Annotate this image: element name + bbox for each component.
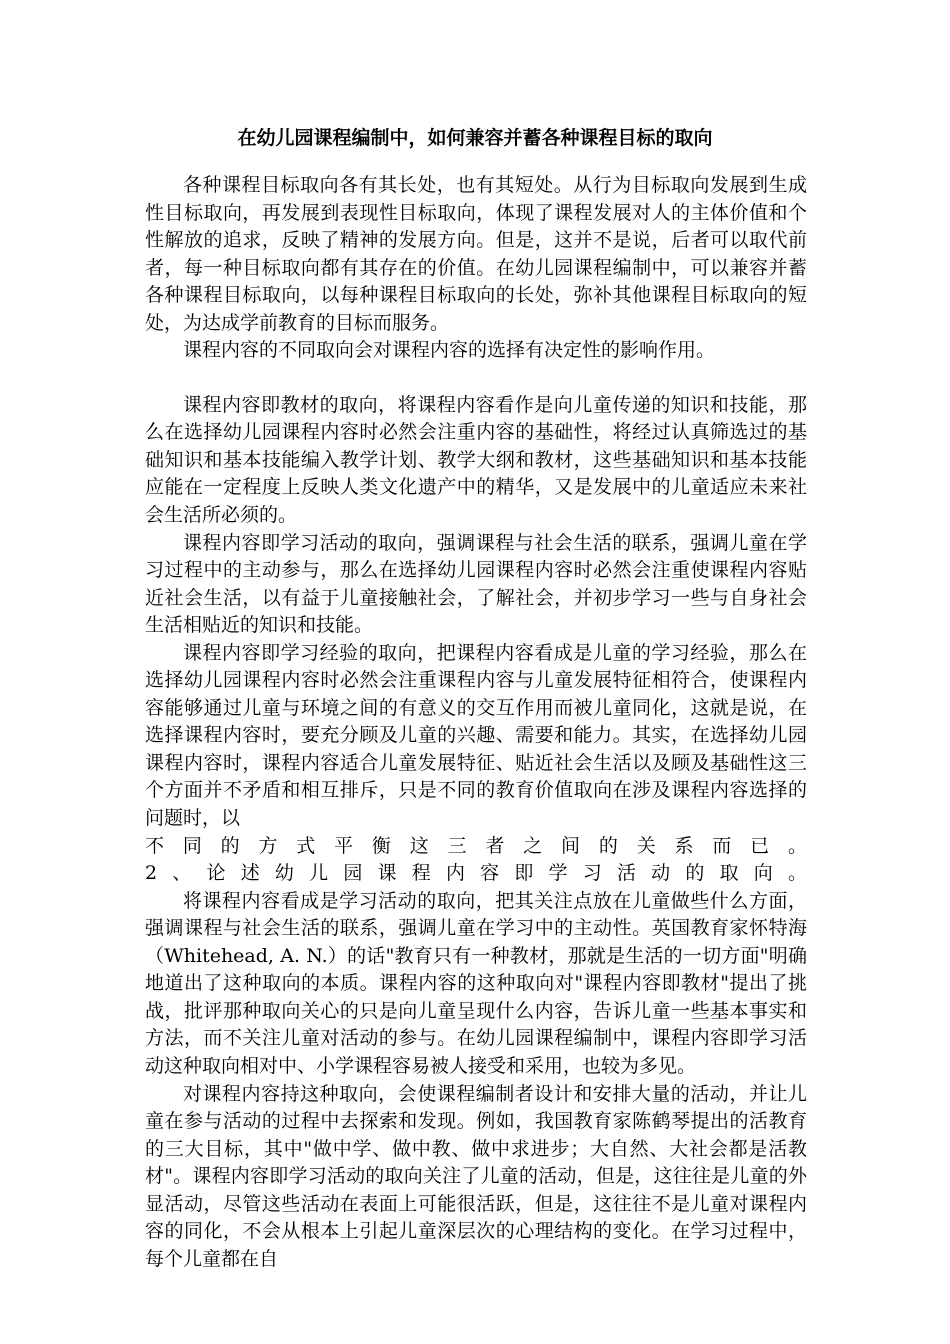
- paragraph-4: 课程内容即学习活动的取向，强调课程与社会生活的联系，强调儿童在学习过程中的主动参与，那么在选择幼儿园课程内容时必然会注重使课程内容贴近社会生活，以有益于儿童接触社会，了解社会，并初步学习一些与自身社会生活相贴近的知识和技能。: [145, 531, 807, 637]
- paragraph-3: 课程内容即教材的取向，将课程内容看作是向儿童传递的知识和技能，那么在选择幼儿园课程内容时必然会注重内容的基础性，将经过认真筛选过的基础知识和基本技能编入教学计划、教学大纲和教材，这些基础知识和基本技能应能在一定程度上反映人类文化遗产中的精华，又是发展中的儿童适应未来社会生活所必须的。: [145, 393, 807, 527]
- document-body: [145, 172, 807, 1273]
- paragraph-7: 对课程内容持这种取向，会使课程编制者设计和安排大量的活动，并让儿童在参与活动的过程中去探索和发现。例如，我国教育家陈鹤琴提出的活教育的三大目标，其中"做中学、做中教、做中求进步；大自然、大社会都是活教材"。课程内容即学习活动的取向关注了儿童的活动，但是，这往往是儿童的外显活动，尽管这些活动在表面上可能很活跃，但是，这往往不是儿童对课程内容的同化，不会从根本上引起儿童深层次的心理结构的变化。在学习过程中，每个儿童都在自: [145, 1082, 807, 1270]
- section-heading-2: [145, 860, 807, 888]
- paragraph-5-last-line: [145, 833, 807, 861]
- section-heading-text: 2、论述幼儿园课程内容即学习活动的取向。: [145, 862, 807, 885]
- paragraph-6: 将课程内容看成是学习活动的取向，把其关注点放在儿童做些什么方面，强调课程与社会生活的联系，强调儿童在学习中的主动性。英国教育家怀特海（Whitehead, A. N.）的话"教育只有一种教材，那就是生活的一切方面"明确地道出了这种取向的本质。课程内容的这种取向对"课程内容即教材"提出了挑战，批评那种取向关心的只是向儿童呈现什么内容，告诉儿童一些基本事实和方法，而不关注儿童对活动的参与。在幼儿园课程编制中，课程内容即学习活动这种取向相对中、小学课程容易被人接受和采用，也较为多见。: [145, 889, 807, 1077]
- paragraph-2: 课程内容的不同取向会对课程内容的选择有决定性的影响作用。: [183, 339, 716, 362]
- document-title: 在幼儿园课程编制中，如何兼容并蓄各种课程目标的取向: [237, 127, 713, 149]
- paragraph-5: 课程内容即学习经验的取向，把课程内容看成是儿童的学习经验，那么在选择幼儿园课程内容时必然会注重课程内容与儿童发展特征相符合，使课程内容能够通过儿童与环境之间的有意义的交互作用而被儿童同化，这就是说，在选择课程内容时，要充分顾及儿童的兴趣、需要和能力。其实，在选择幼儿园课程内容时，课程内容适合儿童发展特征、贴近社会生活以及顾及基础性这三个方面并不矛盾和相互排斥，只是不同的教育价值取向在涉及课程内容选择的问题时，以: [145, 641, 807, 830]
- spread-line: 不同的方式平衡这三者之间的关系而已。: [145, 834, 807, 857]
- paragraph-1: 各种课程目标取向各有其长处，也有其短处。从行为目标取向发展到生成性目标取向，再发展到表现性目标取向，体现了课程发展对人的主体价值和个性解放的追求，反映了精神的发展方向。但是，这并不是说，后者可以取代前者，每一种目标取向都有其存在的价值。在幼儿园课程编制中，可以兼容并蓄各种课程目标取向，以每种课程目标取向的长处，弥补其他课程目标取向的短处，为达成学前教育的目标而服务。: [145, 174, 807, 334]
